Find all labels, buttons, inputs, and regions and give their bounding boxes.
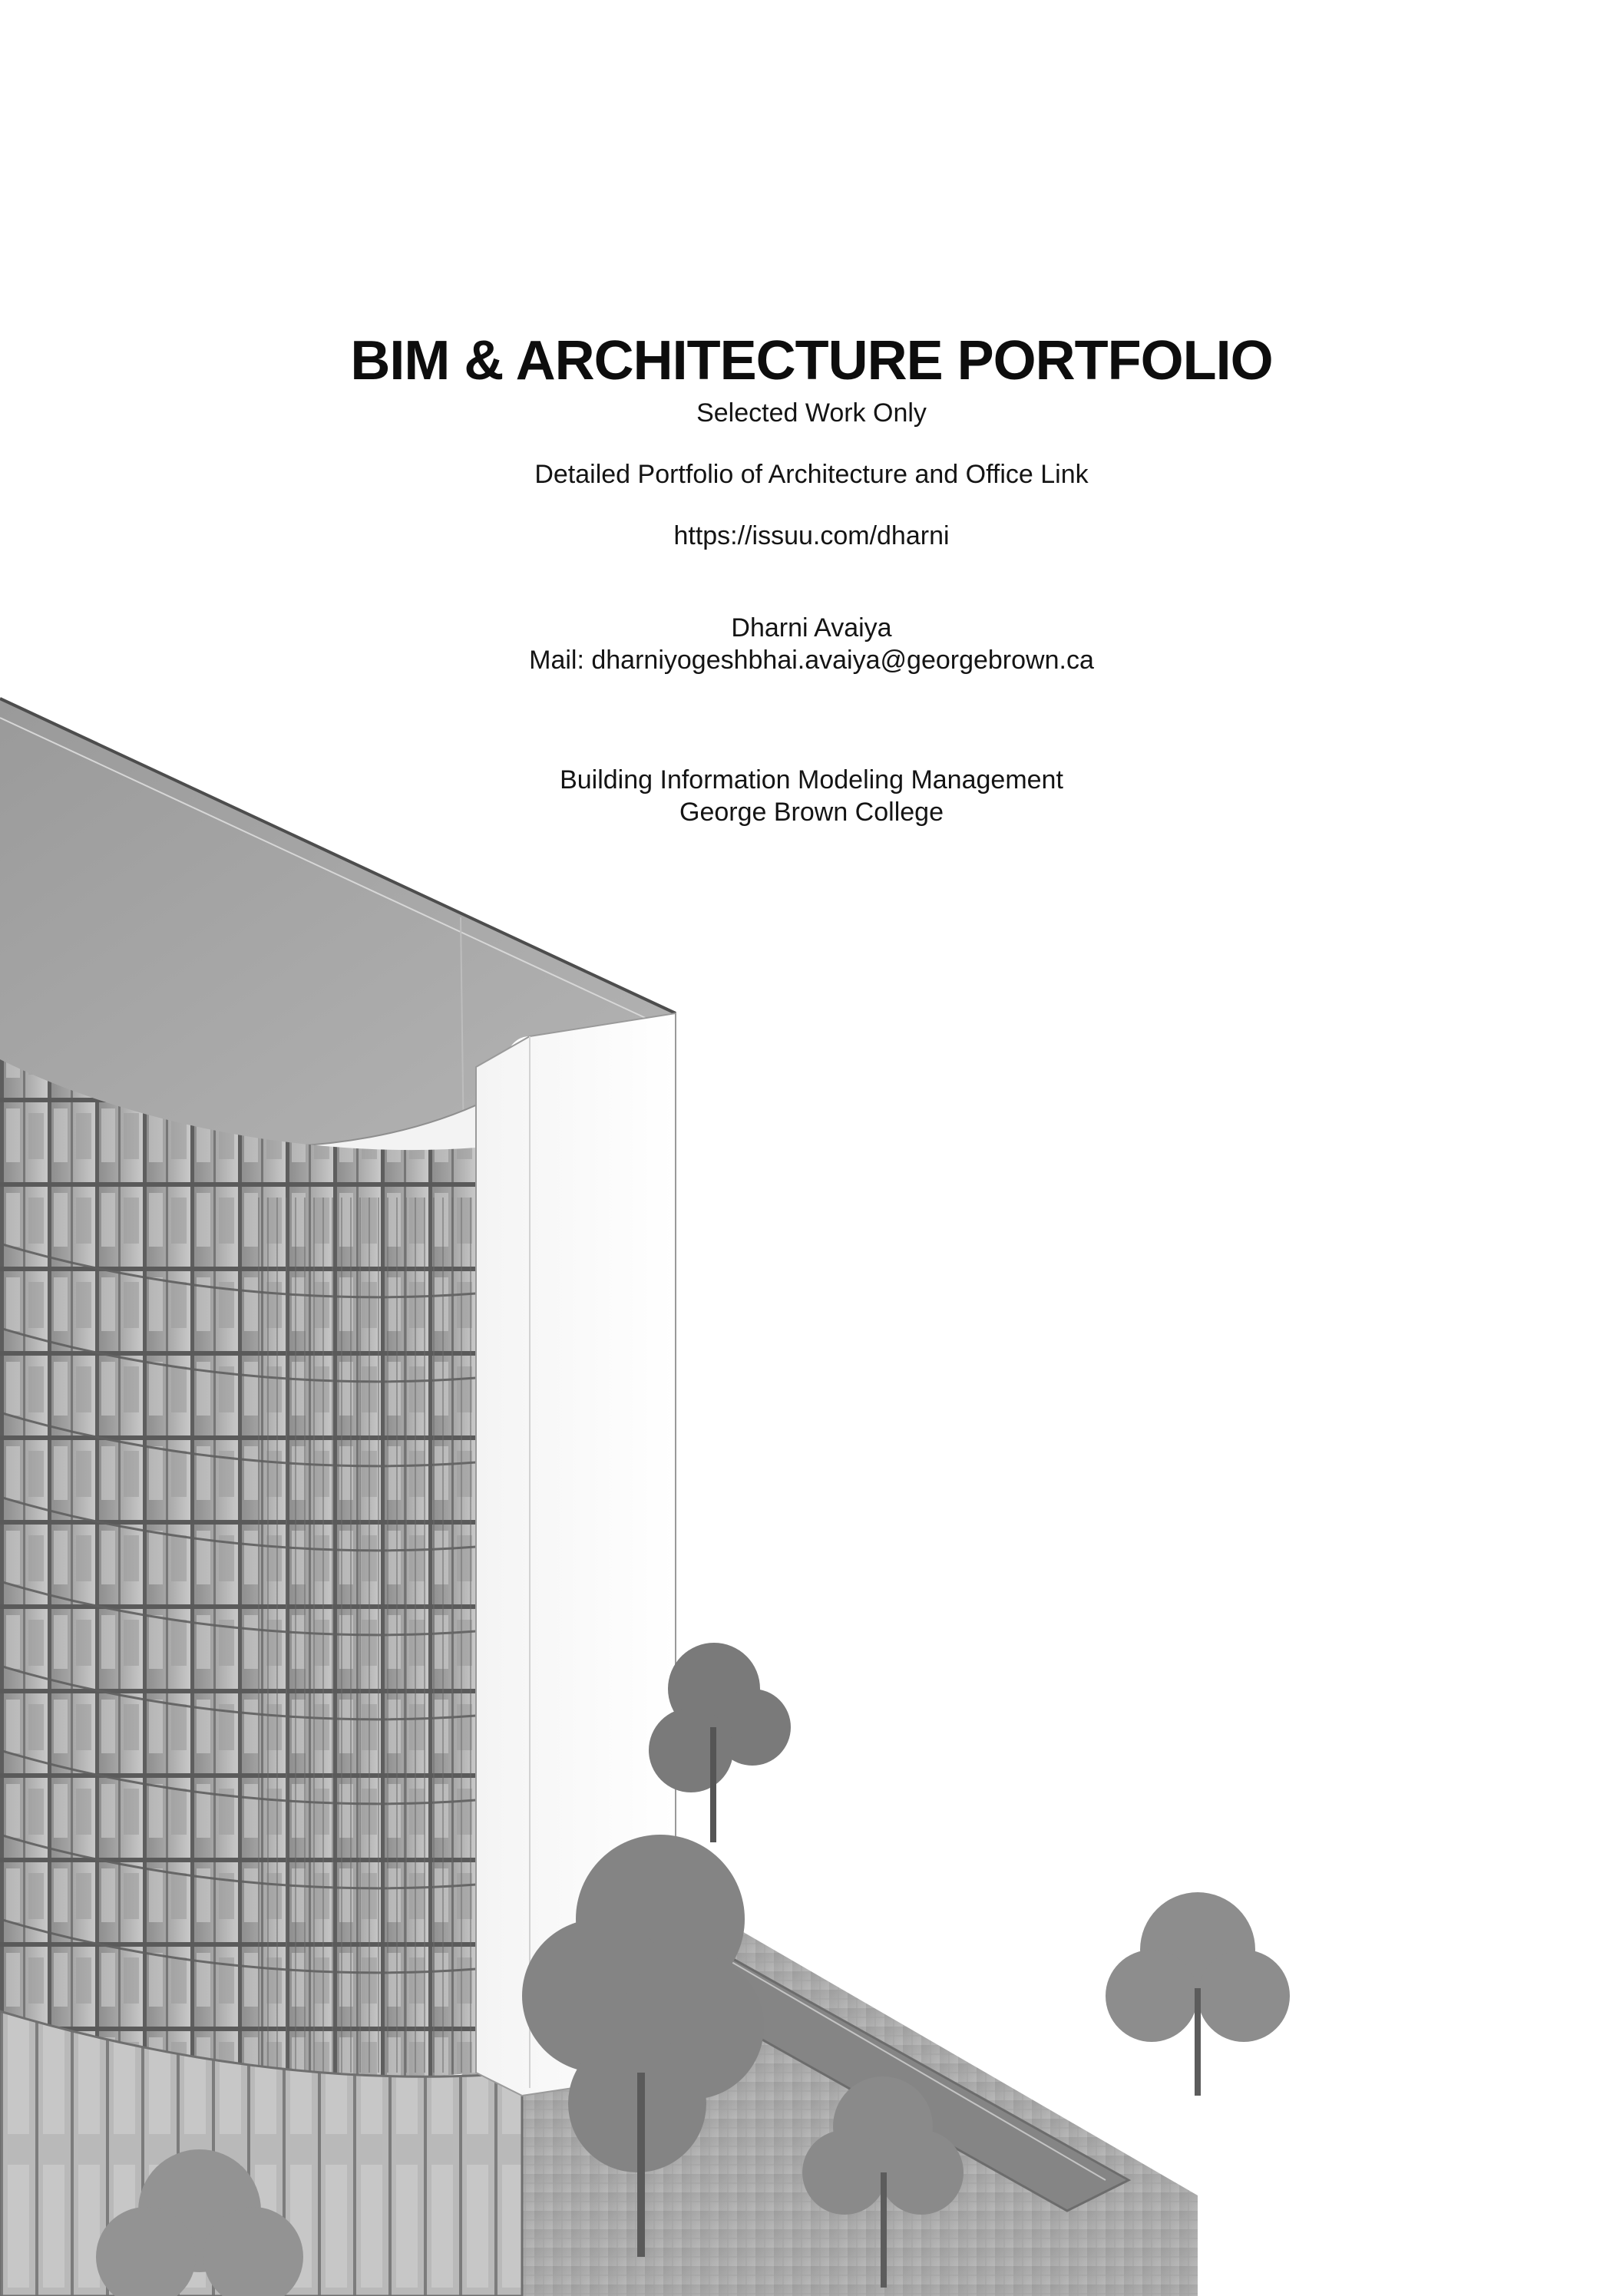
program-name: Building Information Modeling Management [560,765,1063,795]
cover-subtitle: Selected Work Only [696,398,927,428]
building-axonometric-illustration [0,676,1321,2296]
portfolio-detail-line: Detailed Portfolio of Architecture and Office Link [534,460,1089,489]
author-name: Dharni Avaiya [731,613,892,643]
portfolio-link: https://issuu.com/dharni [673,521,950,550]
college-name: George Brown College [679,798,944,827]
author-email: Mail: dharniyogeshbhai.avaiya@georgebrown.ca [529,646,1094,675]
tree-3 [1106,1892,1290,2096]
cover-title: BIM & ARCHITECTURE PORTFOLIO [350,330,1273,391]
